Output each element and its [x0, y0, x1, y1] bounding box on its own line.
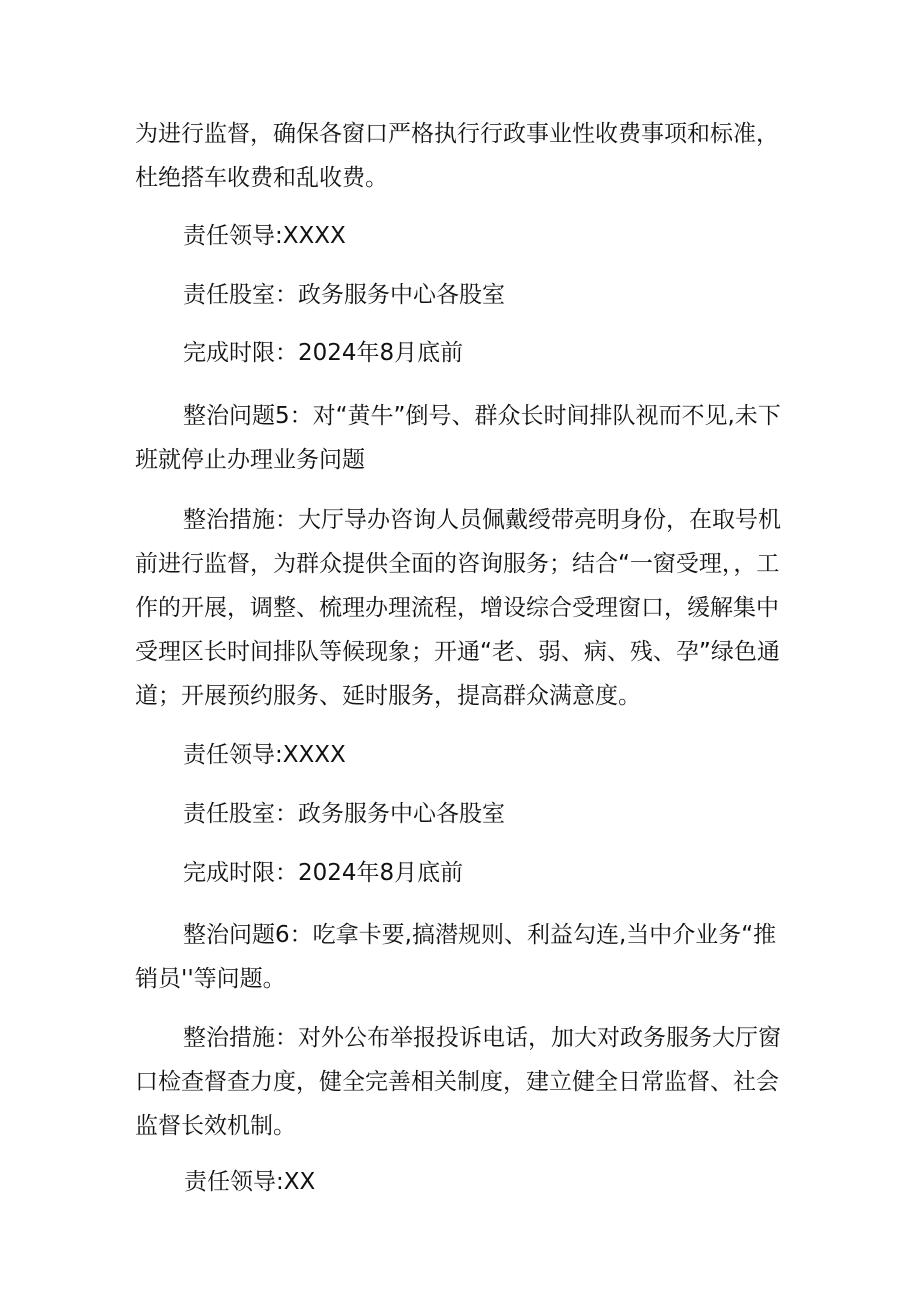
paragraph-fee-supervision: 为进行监督，确保各窗口严格执行行政事业性收费事项和标准，杜绝搭车收费和乱收费。 [135, 121, 779, 191]
responsible-leader-1: 责任领导:XXXX [183, 223, 346, 249]
rectification-measure-6: 整治措施：对外公布举报投诉电话，加大对政务服务大厅窗口检查督查力度，健全完善相关制度，建立健全日常监督、社会监督长效机制。 [135, 1025, 781, 1139]
deadline-2: 完成时限：2024年8月底前 [183, 860, 464, 886]
responsible-leader-2: 责任领导:XXXX [183, 742, 346, 768]
rectification-measure-5: 整治措施：大厅导办咨询人员佩戴绶带亮明身份，在取号机前进行监督，为群众提供全面的咨询服务；结合“一窗受理，，工作的开展，调整、梳理办理流程，增设综合受理窗口，缓解集中受理区长时间排队等候现象；开通“老、弱、病、残、孕”绿色通道；开展预约服务、延时服务，提高群众满意度。 [135, 507, 781, 709]
rectification-issue-5: 整治问题5：对“黄牛”倒号、群众长时间排队视而不见,未下班就停止办理业务问题 [135, 403, 781, 473]
rectification-issue-6: 整治问题6：吃拿卡要,搞潜规则、利益勾连,当中介业务“推销员''等问题。 [135, 922, 777, 992]
deadline-1: 完成时限：2024年8月底前 [183, 340, 464, 366]
responsible-leader-3: 责任领导:XX [184, 1169, 316, 1195]
responsible-office-2: 责任股室：政务服务中心各股室 [183, 801, 505, 827]
responsible-office-1: 责任股室：政务服务中心各股室 [183, 282, 505, 308]
